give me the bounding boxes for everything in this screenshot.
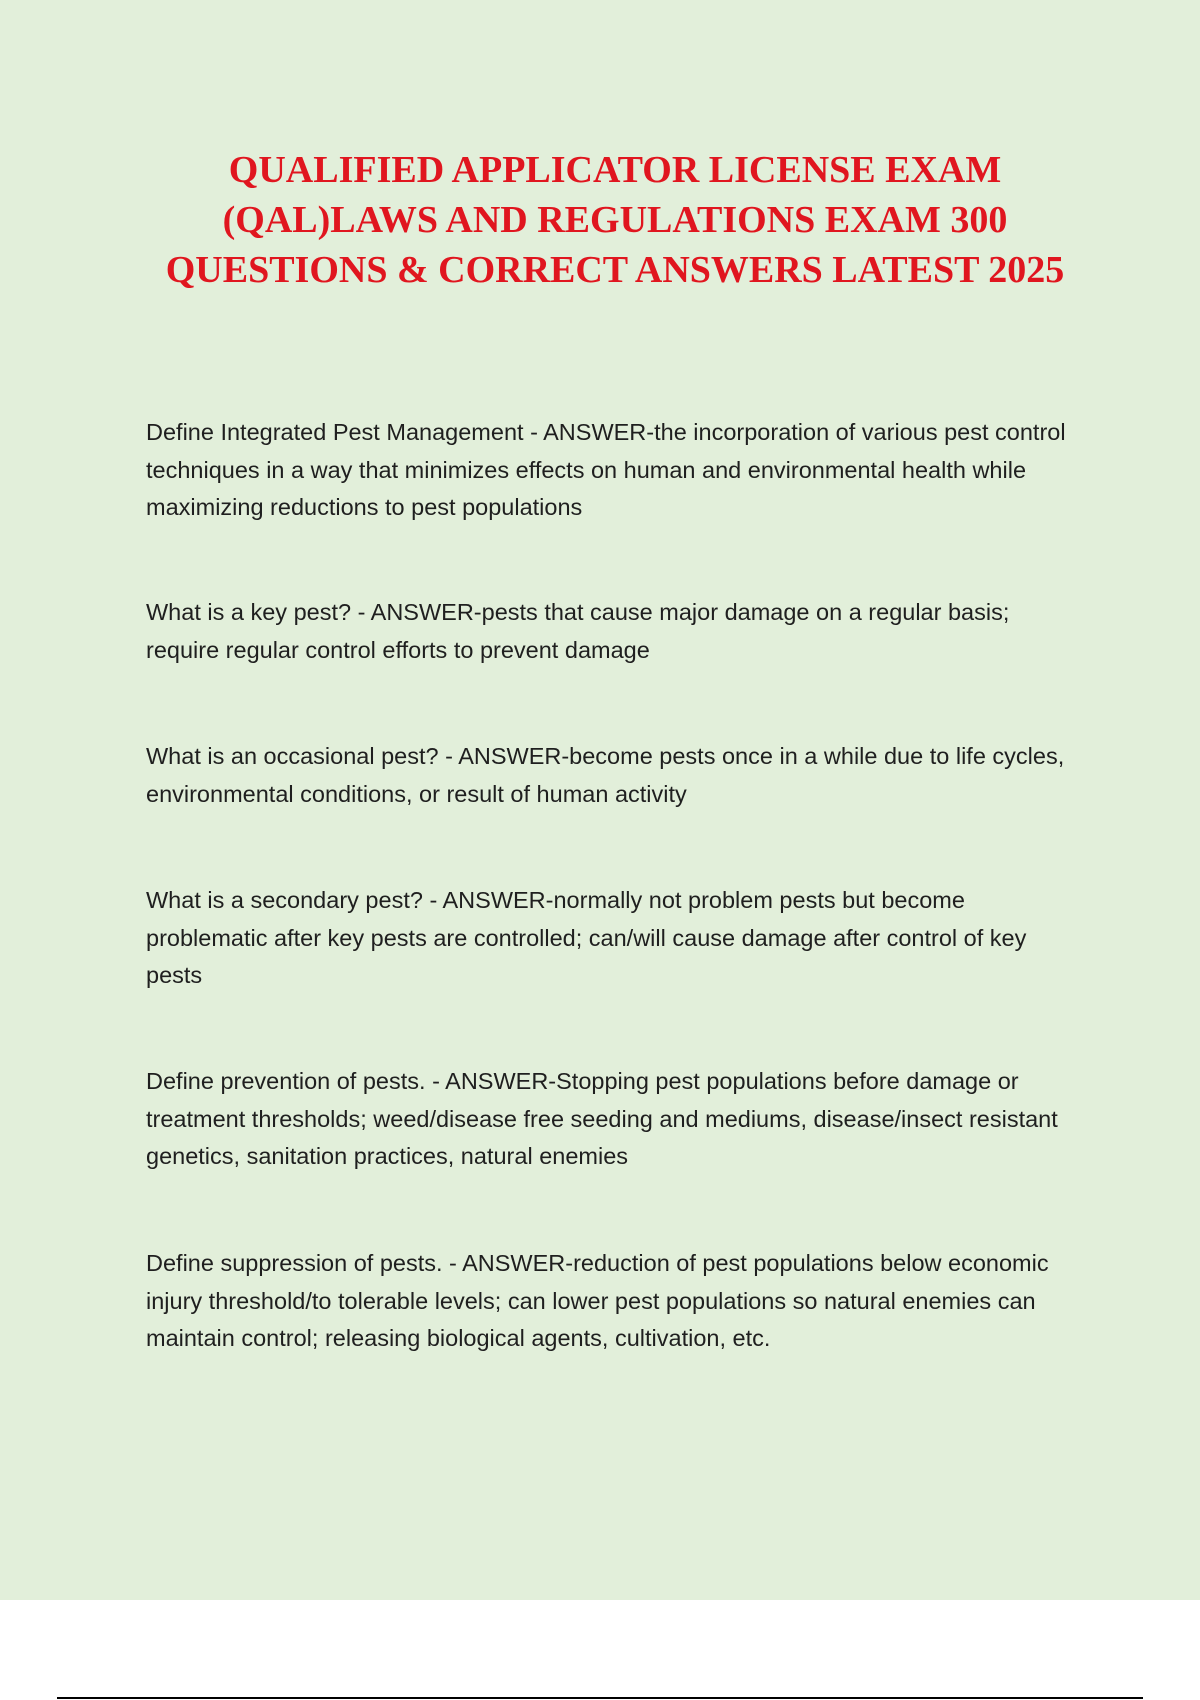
qa-item: Define prevention of pests. - ANSWER-Stopping pest populations before damage or treatment thresholds; weed/disease free seeding and mediums, disease/insect resistant genetics, sanitation practices, natural enemies — [146, 1068, 1058, 1169]
qa-item: What is a key pest? - ANSWER-pests that cause major damage on a regular basis; require regular control efforts to prevent damage — [146, 599, 1010, 663]
qa-item: Define suppression of pests. - ANSWER-reduction of pest populations below economic injury threshold/to tolerable levels; can lower pest populations so natural enemies can maintain control; releasing biological agents, cultivation, etc. — [146, 1250, 1049, 1351]
qa-item: What is an occasional pest? - ANSWER-become pests once in a while due to life cycles, environmental conditions, or result of human activity — [146, 743, 1065, 807]
footer-divider — [57, 1697, 1143, 1699]
qa-item: What is a secondary pest? - ANSWER-normally not problem pests but become problematic after key pests are controlled; can/will cause damage after control of key pests — [146, 887, 1027, 988]
qa-item: Define Integrated Pest Management - ANSWER-the incorporation of various pest control techniques in a way that minimizes effects on human and environmental health while maximizing reductions to pest populations — [146, 419, 1066, 520]
document-title: QUALIFIED APPLICATOR LICENSE EXAM (QAL)LAWS AND REGULATIONS EXAM 300 QUESTIONS & CORRECT ANSWERS LATEST 2025 — [165, 149, 1065, 291]
